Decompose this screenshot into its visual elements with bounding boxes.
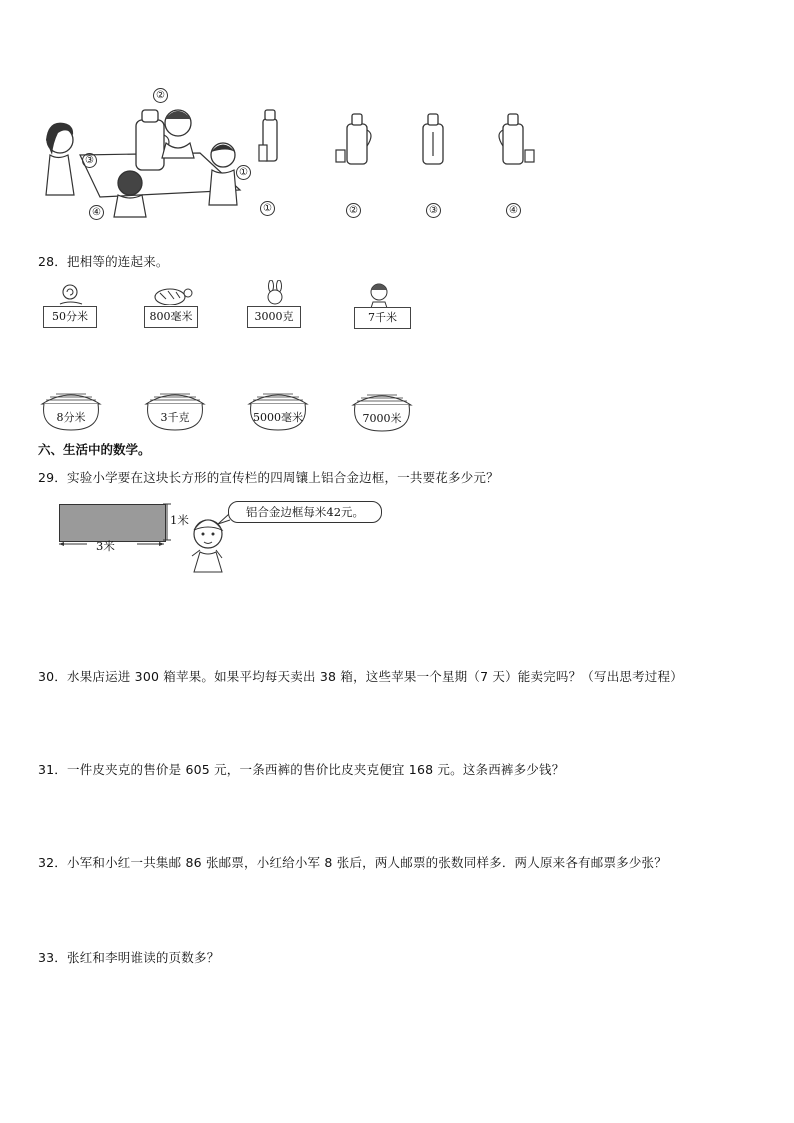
table-scene-drawing — [40, 85, 255, 220]
top-box-3000g: 3000克 — [247, 306, 301, 328]
pot-2-label: 3千克 — [160, 411, 190, 424]
pot-4-label: 7000米 — [362, 412, 402, 425]
pot-3 — [245, 390, 311, 432]
view-1-drawing — [255, 105, 285, 165]
thermos-cap — [142, 110, 158, 122]
view-4-drawing — [493, 108, 538, 166]
view-1 — [255, 105, 285, 165]
view-label-3: ③ — [426, 203, 441, 218]
rabbit-icon — [262, 280, 288, 306]
pot-1-label: 8分米 — [56, 411, 86, 424]
billboard-dimension-lines — [55, 500, 175, 552]
scene-label-3: ③ — [82, 153, 97, 168]
child-4-head — [118, 171, 142, 195]
question-29: 29．实验小学要在这块长方形的宣传栏的四周镶上铝合金边框，一共要花多少元？ — [38, 470, 499, 485]
pot-1 — [38, 390, 104, 432]
section-6-title: 六、生活中的数学。 — [38, 442, 151, 457]
snail-icon — [55, 280, 85, 306]
view-label-4: ④ — [506, 203, 521, 218]
scene-label-2: ② — [153, 88, 168, 103]
question-30: 30．水果店运进 300 箱苹果。如果平均每天卖出 38 箱，这些苹果一个星期（7 天）能卖完吗？（写出思考过程） — [38, 669, 683, 684]
view-3 — [418, 108, 448, 166]
width-label: 3米 — [96, 539, 115, 553]
top-box-800mm: 800毫米 — [144, 306, 198, 328]
view-3-drawing — [418, 108, 448, 166]
scene-label-1: ① — [236, 165, 251, 180]
table-scene-figure — [40, 85, 255, 220]
height-label: 1米 — [170, 513, 189, 527]
top-box-7km: 7千米 — [354, 307, 411, 329]
top-box-50dm: 50分米 — [43, 306, 97, 328]
pot-2 — [142, 390, 208, 432]
view-4 — [493, 108, 538, 166]
question-31: 31．一件皮夹克的售价是 605 元，一条西裤的售价比皮夹克便宜 168 元。这条西裤多少钱？ — [38, 762, 565, 777]
view-2-drawing — [333, 108, 378, 166]
view-label-2: ② — [346, 203, 361, 218]
speech-bubble: 铝合金边框每米42元。 — [228, 501, 382, 523]
question-28: 28．把相等的连起来。 — [38, 254, 169, 269]
thermos-body — [136, 120, 164, 170]
view-label-1: ① — [260, 201, 275, 216]
question-32: 32．小军和小红一共集邮 86 张邮票，小红给小军 8 张后，两人邮票的张数同样多．两人原来各有邮票多少张？ — [38, 855, 667, 870]
turtle-icon — [150, 283, 196, 305]
scene-label-4: ④ — [89, 205, 104, 220]
view-2 — [333, 108, 378, 166]
question-33: 33．张红和李明谁读的页数多？ — [38, 950, 220, 965]
boy-icon — [366, 280, 392, 308]
pot-3-label: 5000毫米 — [253, 411, 303, 424]
pot-4 — [349, 391, 415, 433]
